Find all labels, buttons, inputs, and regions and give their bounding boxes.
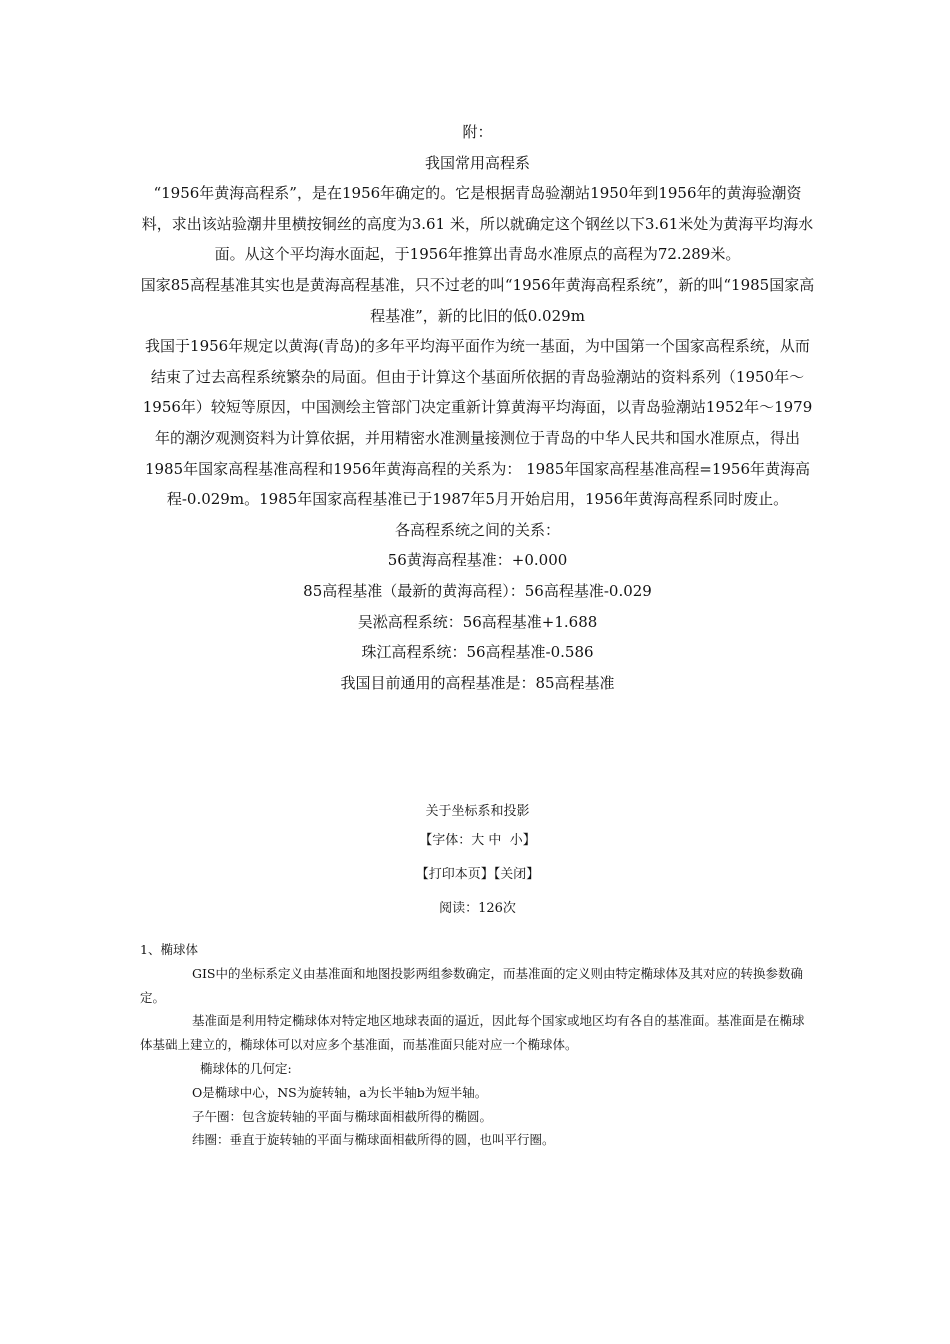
relation-line: 珠江高程系统：56高程基准-0.586: [361, 643, 594, 662]
relation-line: 85高程基准（最新的黄海高程）：56高程基准-0.029: [303, 581, 652, 600]
paragraph-coordinate-definition: GIS中的坐标系定义由基准面和地图投影两组参数确定，而基准面的定义则由特定椭球体及其对应的转换参数确定。: [140, 965, 803, 1005]
font-size-label: 【字体：: [419, 833, 472, 848]
page-actions: [140, 858, 815, 892]
ellipsoid-heading: 1、椭球体: [140, 942, 198, 957]
relation-line: 56黄海高程基准：+0.000: [387, 551, 568, 570]
font-large-link[interactable]: 大: [471, 833, 485, 848]
geometry-item: 纬圈：垂直于旋转轴的平面与椭球面相截所得的圆，也叫平行圈。: [192, 1132, 555, 1148]
print-page-link[interactable]: 【打印本页】: [415, 867, 494, 882]
relation-line: 我国目前通用的高程基准是：85高程基准: [340, 673, 615, 692]
relations-title: 各高程系统之间的关系：: [394, 520, 560, 539]
paragraph-1956-system: “1956年黄海高程系”，是在1956年确定的。它是根据青岛验潮站1950年到1956年的黄海验潮资料，求出该站验潮井里横按铜丝的高度为3.61 米，所以就确定这个钢丝以下3.61米处为黄海平均海水面。从这个平均海水面起，于1956年推算出青岛水准原点的高程为72.289米。: [141, 184, 814, 264]
font-size-close-bracket: 】: [522, 833, 536, 848]
geometry-item: O是椭球中心，NS为旋转轴，a为长半轴b为短半轴。: [192, 1084, 488, 1100]
article-header: [140, 800, 815, 926]
geometry-title: 椭球体的几何定:: [200, 1060, 292, 1076]
section-title: 我国常用高程系: [424, 153, 530, 172]
paragraph-datum: 基准面是利用特定椭球体对特定地区地球表面的逼近，因此每个国家或地区均有各自的基准面。基准面是在椭球体基础上建立的，椭球体可以对应多个基准面，而基准面只能对应一个椭球体。: [140, 1013, 805, 1053]
read-count: 阅读：126次: [439, 901, 516, 916]
font-medium-link[interactable]: 中: [488, 833, 502, 848]
article-title: 关于坐标系和投影: [425, 804, 530, 819]
relation-line: 吴淞高程系统：56高程基准+1.688: [357, 612, 598, 631]
appendix-heading: 附：: [462, 123, 493, 141]
paragraph-history: 我国于1956年规定以黄海(青岛)的多年平均海平面作为统一基面，为中国第一个国家高程系统，从而结束了过去高程系统繁杂的局面。但由于计算这个基面所依据的青岛验潮站的资料系列（1950年～1956年）较短等原因，中国测绘主管部门决定重新计算黄海平均海面，以青岛验潮站1952年～1979年的潮汐观测资料为计算依据，并用精密水准测量接测位于青岛的中华人民共和国水准原点，得出1985年国家高程基准高程和1956年黄海高程的关系为： 1985年国家高程基准高程=1956年黄海高程-0.029m。1985年国家高程基准已于1987年5月开始启用，1956年黄海高程系同时废止。: [142, 337, 813, 509]
geometry-item: 子午圈：包含旋转轴的平面与椭球面相截所得的椭圆。: [192, 1108, 493, 1124]
close-link[interactable]: 【关闭】: [493, 867, 540, 882]
font-size-controls: [140, 824, 815, 858]
paragraph-85-datum: 国家85高程基准其实也是黄海高程基准，只不过老的叫“1956年黄海高程系统”，新的叫“1985国家高程基准”，新的比旧的低0.029m: [140, 275, 815, 325]
elevation-systems-section: [140, 117, 815, 698]
font-small-link[interactable]: 小: [509, 833, 523, 848]
ellipsoid-section: [140, 938, 812, 1152]
